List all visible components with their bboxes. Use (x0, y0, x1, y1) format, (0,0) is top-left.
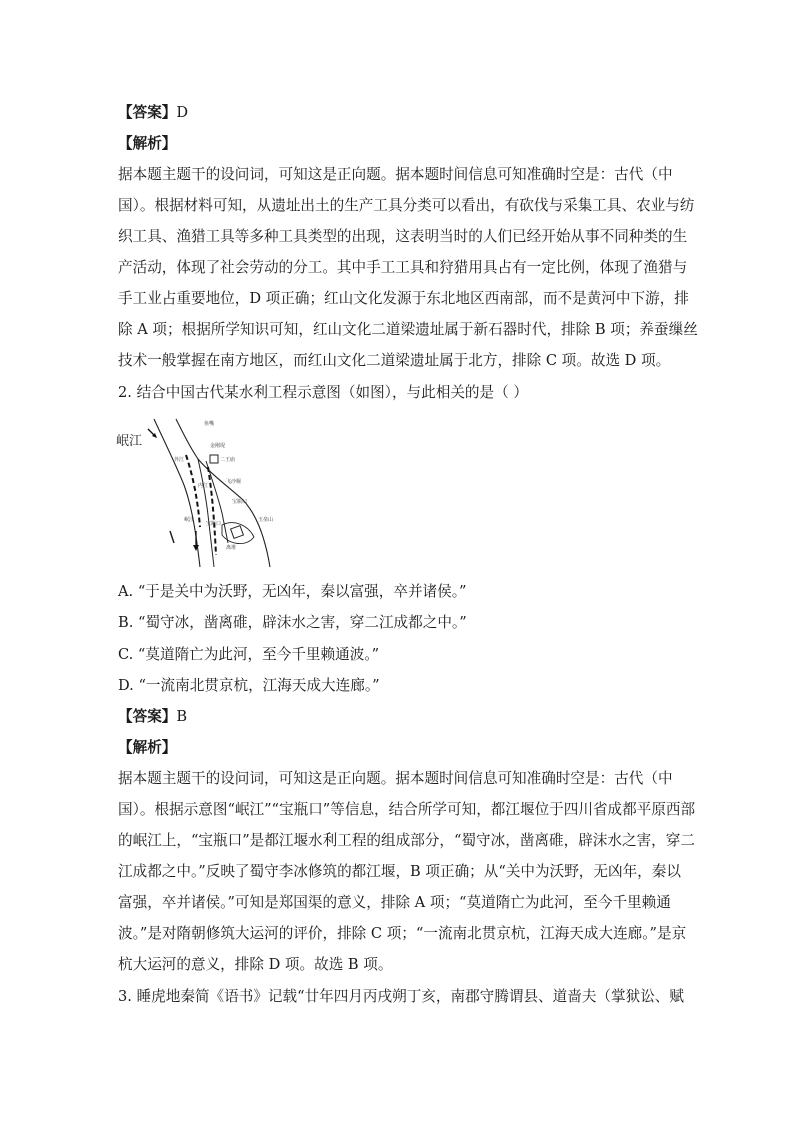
q1-analysis-line: 国）。根据材料可知，从遗址出土的生产工具分类可以看出，有砍伐与采集工具、农业与纺 (118, 197, 695, 214)
map-label: 宝瓶口 (232, 499, 248, 505)
q2-analysis-line: 的岷江上，“宝瓶口”是都江堰水利工程的组成部分，“蜀守冰，凿离碓，辟沫水之害，穿二 (118, 832, 695, 849)
q1-analysis-line: 产活动，体现了社会劳动的分工。其中手工工具和狩猎用具占有一定比例，体现了渔猎与 (118, 259, 688, 276)
q2-option-b: B. “蜀守冰，凿离碓，辟沫水之害，穿二江成都之中。” (118, 614, 467, 631)
q1-answer-line (118, 103, 678, 123)
q2-analysis-line: 据本题主题干的设问词，可知这是正向题。据本题时间信息可知准确时空是：古代（中 (118, 770, 673, 787)
q2-option-c: C. “莫道隋亡为此河，至今千里赖通波。” (118, 646, 380, 663)
q1-analysis-line: 手工业占重要地位，D 项正确；红山文化发源于东北地区西南部，而不是黄河中下游，排 (118, 290, 689, 307)
q2-analysis-line: 杭大运河的意义，排除 D 项。故选 B 项。 (118, 956, 393, 973)
main-river-label: 岷江 (116, 434, 143, 449)
q1-analysis-line: 除 A 项；根据所学知识可知，红山文化二道梁遗址属于新石器时代，排除 B 项；养蚕缫丝 (118, 321, 698, 338)
map-label: 二王庙 (220, 457, 236, 463)
q2-analysis-line: 江成都之中。”反映了蜀守李冰修筑的都江堰，B 项正确；从“关中为沃野，无凶年，秦以 (118, 863, 681, 880)
map-label: 玉垒山 (258, 517, 274, 523)
q2-analysis-line: 国）。根据示意图“岷江”“宝瓶口”等信息，结合所学可知，都江堰位于四川省成都平原西部 (118, 801, 696, 818)
map-label: 岷江 (184, 517, 195, 523)
q1-answer-value: D (176, 104, 189, 121)
map-label: 离堆 (226, 545, 237, 551)
map-label: 内江 (198, 483, 209, 489)
river-bank-left (154, 419, 200, 567)
levee-line (198, 459, 214, 567)
q2-option-d: D. “一流南北贯京杭，江海天成大连廊。” (118, 677, 380, 694)
q3-stem: 3. 睡虎地秦简《语书》记载“廿年四月丙戌朔丁亥，南郡守腾谓县、道啬夫（掌狱讼、赋 (118, 988, 684, 1005)
inner-river-bank (206, 461, 228, 543)
q1-analysis-line: 据本题主题干的设问词，可知这是正向题。据本题时间信息可知准确时空是：古代（中 (118, 166, 673, 183)
map-label: 外江 (174, 457, 185, 463)
map-label: 宝瓶口 (206, 521, 222, 527)
lidui-icon (231, 526, 244, 539)
boat-icon (170, 531, 174, 543)
map-label: 金刚堤 (210, 443, 226, 449)
dujiangyan-map (114, 415, 294, 570)
q1-analysis-line: 织工具、渔猎工具等多种工具类型的出现，这表明当时的人们已经开始从事不同种类的生 (118, 228, 688, 245)
q2-analysis-line: 波。”是对隋朝修筑大运河的评价，排除 C 项；“一流南北贯京杭，江海天成大连廊。”是京 (118, 925, 687, 942)
q2-stem: 2. 结合中国古代某水利工程示意图（如图），与此相关的是（ ） (118, 384, 528, 401)
map-label: 飞沙堰 (226, 479, 242, 485)
q2-option-a: A. “于是关中为沃野，无凶年，秦以富强，卒并诸侯。” (118, 583, 467, 600)
q2-answer-value: B (176, 708, 188, 725)
river-bank-right (176, 419, 270, 567)
map-label: 鱼嘴 (204, 421, 215, 427)
temple-icon (210, 455, 218, 463)
q2-analysis-line: 富强，卒并诸侯。”可知是郑国渠的意义，排除 A 项；“莫道隋亡为此河，至今千里赖通 (118, 894, 671, 911)
q2-answer-line (118, 707, 678, 727)
q2-analysis-tag: 【解析】 (118, 739, 177, 756)
dujiangyan-map-figure (114, 415, 294, 570)
q1-analysis-line: 技术一般掌握在南方地区，而红山文化二道梁遗址属于北方，排除 C 项。故选 D 项。 (118, 352, 671, 369)
q1-answer-tag: 【答案】 (118, 104, 177, 121)
q1-analysis-tag: 【解析】 (118, 135, 177, 152)
q2-answer-tag: 【答案】 (118, 708, 177, 725)
